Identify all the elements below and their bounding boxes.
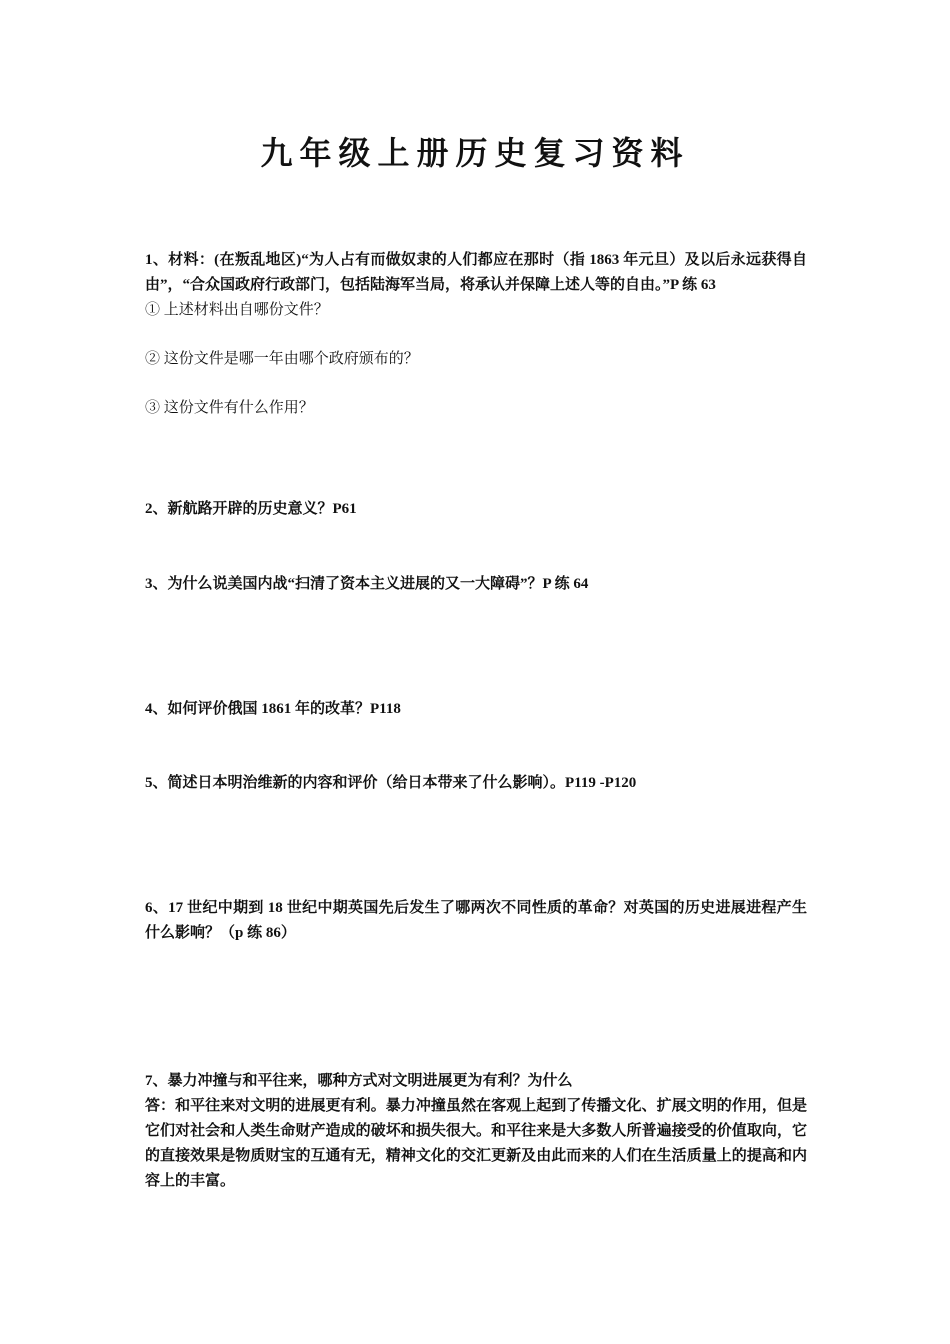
- question-4: [145, 697, 807, 722]
- question-3: [145, 572, 807, 597]
- question-6-text: 6、17 世纪中期到 18 世纪中期英国先后发生了哪两次不同性质的革命？对英国的历史进展进程产生什么影响？（p 练 86）: [145, 900, 807, 941]
- question-4-text: 4、如何评价俄国 1861 年的改革？P118: [145, 701, 401, 717]
- question-7-text: 7、暴力冲撞与和平往来，哪种方式对文明进展更为有利？为什么: [145, 1073, 573, 1089]
- question-5: [145, 771, 807, 796]
- question-1-sub-1: ① 上述材料出自哪份文件？: [145, 302, 329, 318]
- question-2: [145, 497, 807, 522]
- question-1-stem: 1、材料：(在叛乱地区)“为人占有而做奴隶的人们都应在那时（指 1863 年元旦）及以后永远获得自由”，“合众国政府行政部门，包括陆海军当局，将承认并保障上述人等的自由。”P 练 63: [145, 252, 807, 293]
- page-title: 九年级上册历史复习资料: [260, 134, 690, 172]
- question-1-sub-2: ② 这份文件是哪一年由哪个政府颁布的？: [145, 351, 419, 367]
- question-5-text: 5、简述日本明治维新的内容和评价（给日本带来了什么影响）。P119 -P120: [145, 775, 637, 791]
- question-6: [145, 896, 807, 946]
- question-7: [145, 1069, 807, 1194]
- question-1-sub-3: ③ 这份文件有什么作用？: [145, 400, 314, 416]
- question-3-text: 3、为什么说美国内战“扫清了资本主义进展的又一大障碍”？P 练 64: [145, 576, 589, 592]
- question-1: [145, 248, 807, 421]
- question-2-text: 2、新航路开辟的历史意义？P61: [145, 501, 357, 517]
- question-7-answer: 答：和平往来对文明的进展更有利。暴力冲撞虽然在客观上起到了传播文化、扩展文明的作用，但是它们对社会和人类生命财产造成的破坏和损失很大。和平往来是大多数人所普遍接受的价值取向，它的直接效果是物质财宝的互通有无，精神文化的交汇更新及由此而来的人们在生活质量上的提高和内容上的丰富。: [145, 1098, 807, 1189]
